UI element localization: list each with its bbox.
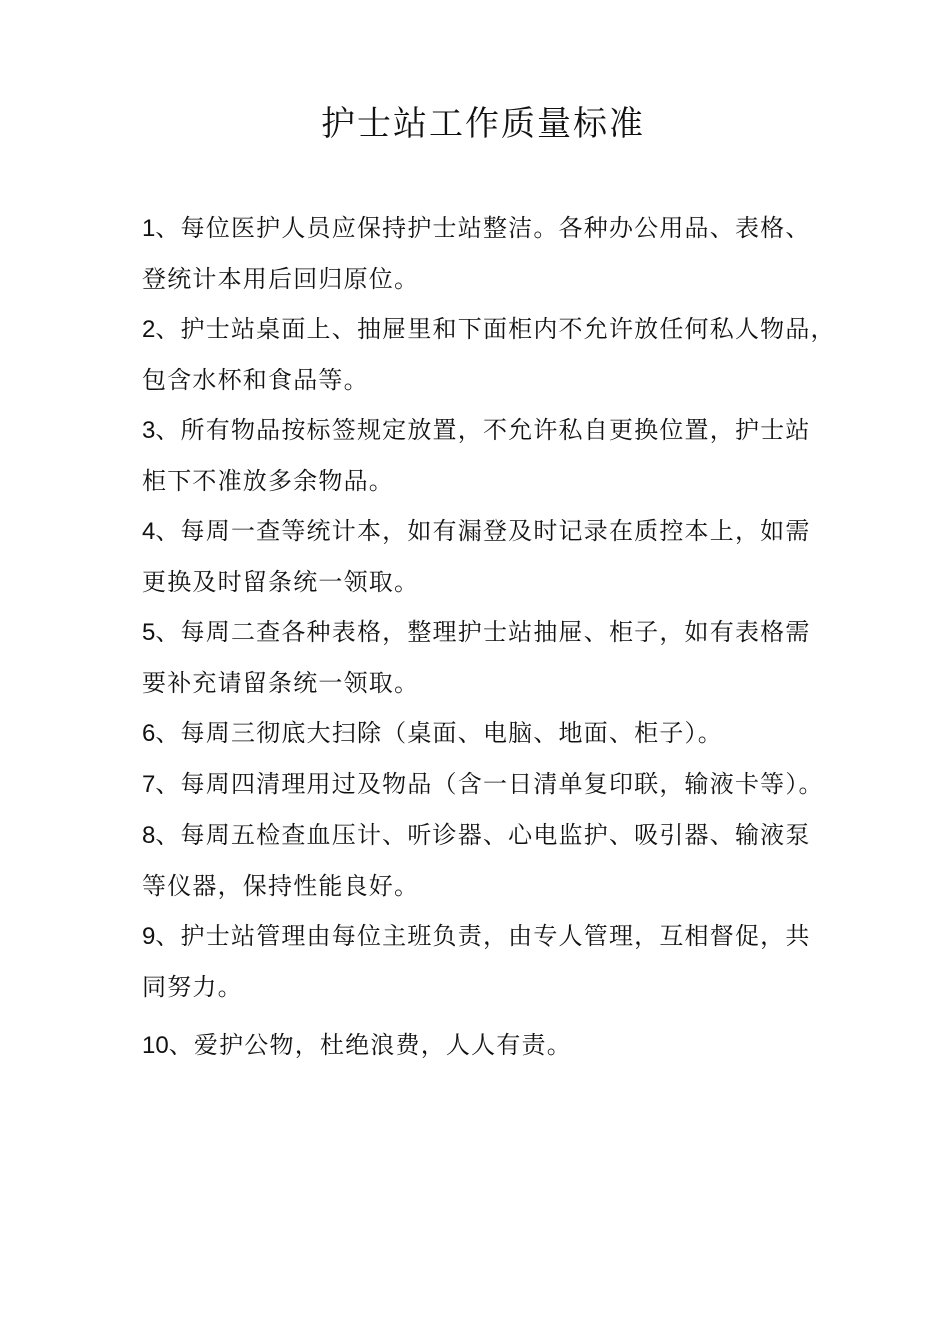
item-line xyxy=(142,607,832,658)
item-line: 要补充请留条统一领取。 xyxy=(142,669,420,697)
list-item xyxy=(142,506,832,607)
item-number: 8 xyxy=(142,822,156,849)
list-item xyxy=(142,708,832,759)
list-item xyxy=(142,810,832,911)
item-number: 1 xyxy=(142,215,156,242)
item-text: 、每周五检查血压计、听诊器、心电监护、吸引器、输液泵 xyxy=(155,821,811,849)
item-line xyxy=(142,911,832,962)
list-item xyxy=(142,405,832,506)
list-item xyxy=(142,1020,832,1071)
item-line xyxy=(142,1020,832,1071)
list-item xyxy=(142,911,832,1012)
item-line: 等仪器，保持性能良好。 xyxy=(142,872,420,900)
item-line xyxy=(142,506,832,557)
item-line: 更换及时留条统一领取。 xyxy=(142,568,420,596)
list-item xyxy=(142,304,836,405)
item-line xyxy=(142,304,836,355)
item-line xyxy=(142,810,832,861)
item-number: 2 xyxy=(142,316,156,343)
item-number: 9 xyxy=(142,923,156,950)
document-title: 护士站工作质量标准 xyxy=(321,104,645,144)
item-text: 、护士站桌面上、抽屉里和下面柜内不允许放任何私人物品， xyxy=(155,315,836,343)
item-number: 6 xyxy=(142,720,156,747)
standards-list xyxy=(142,203,836,1071)
list-item xyxy=(142,203,832,304)
item-number: 5 xyxy=(142,619,156,646)
item-text: 、每周三彻底大扫除（桌面、电脑、地面、柜子）。 xyxy=(155,719,723,747)
item-text: 、爱护公物，杜绝浪费，人人有责。 xyxy=(168,1031,572,1059)
item-text: 、每位医护人员应保持护士站整洁。各种办公用品、表格、 xyxy=(155,214,811,242)
item-number: 10 xyxy=(142,1032,169,1059)
item-line xyxy=(142,405,832,456)
item-line xyxy=(142,759,832,810)
item-line: 包含水杯和食品等。 xyxy=(142,366,369,394)
item-text: 、所有物品按标签规定放置，不允许私自更换位置，护士站 xyxy=(155,416,811,444)
item-line: 同努力。 xyxy=(142,973,243,1001)
item-text: 、每周四清理用过及物品（含一日清单复印联，输液卡等）。 xyxy=(155,770,824,798)
item-number: 4 xyxy=(142,518,156,545)
item-line xyxy=(142,203,832,254)
item-number: 7 xyxy=(142,771,156,798)
list-item xyxy=(142,759,832,810)
item-line: 登统计本用后回归原位。 xyxy=(142,265,420,293)
item-line xyxy=(142,708,832,759)
list-item xyxy=(142,607,832,708)
item-line: 柜下不准放多余物品。 xyxy=(142,467,394,495)
item-text: 、护士站管理由每位主班负责，由专人管理，互相督促，共 xyxy=(155,922,811,950)
item-text: 、每周一查等统计本，如有漏登及时记录在质控本上，如需 xyxy=(155,517,811,545)
item-number: 3 xyxy=(142,417,156,444)
item-text: 、每周二查各种表格，整理护士站抽屉、柜子，如有表格需 xyxy=(155,618,811,646)
